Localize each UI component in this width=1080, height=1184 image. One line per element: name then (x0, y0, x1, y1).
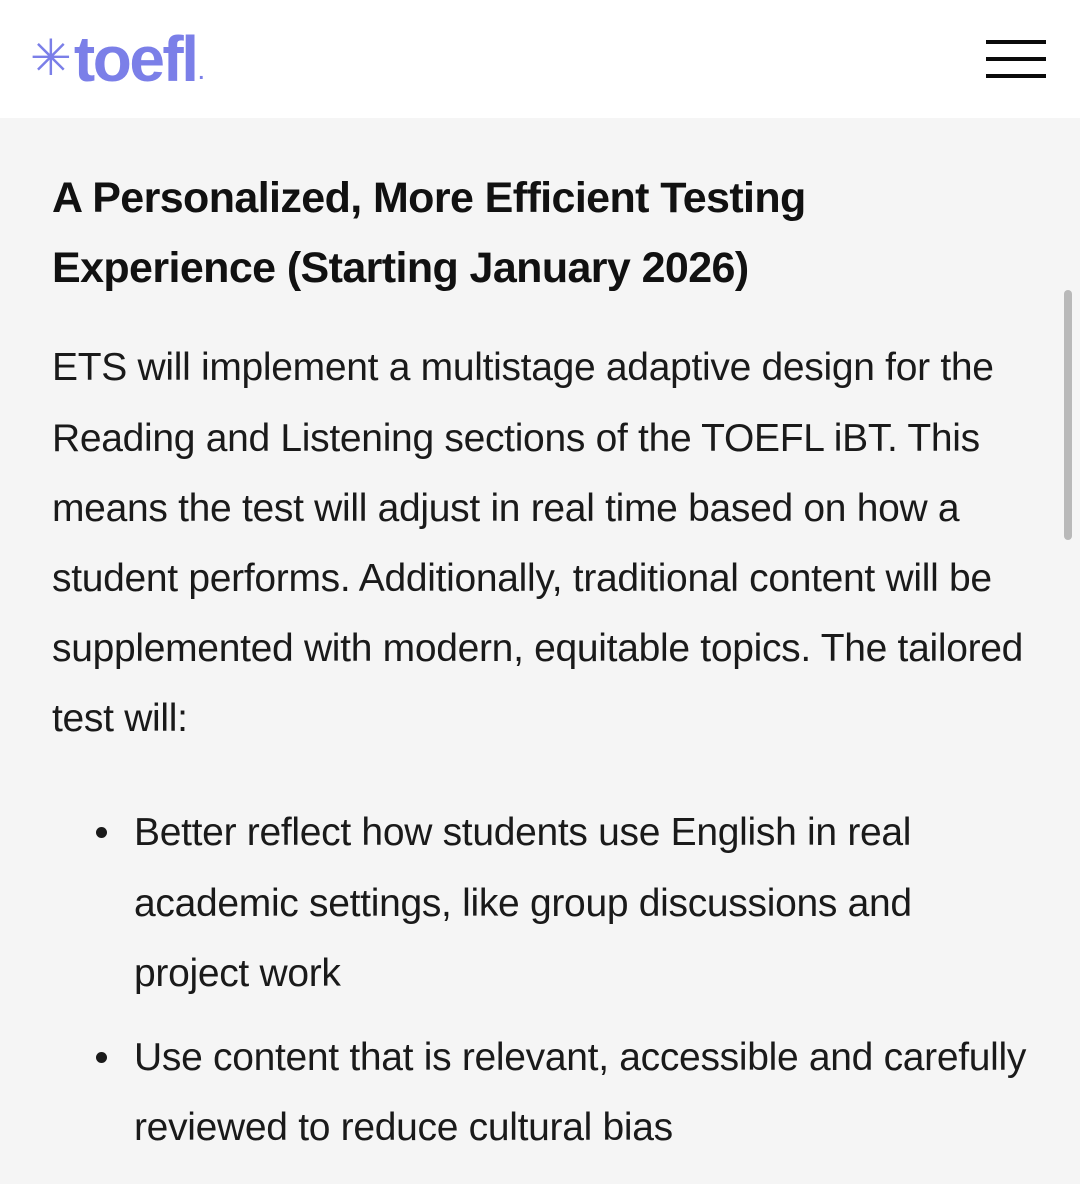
asterisk-icon: ✳ (30, 29, 72, 87)
article-paragraph: ETS will implement a multistage adaptive design for the Reading and Listening sections of the TOEFL iBT. This means the test will adjust in real time based on how a student performs. Additionally, traditional content will be supplemented with modern, equitable topics. The tailored test will: (52, 346, 1024, 741)
toefl-logo[interactable] (30, 23, 205, 95)
logo-wordmark: toefl (73, 23, 197, 95)
menu-bar-bottom (986, 74, 1046, 78)
scrollbar-track[interactable] (1066, 118, 1076, 1184)
list-item: Use content that is relevant, accessible and carefully reviewed to reduce cultural bias (52, 1023, 1028, 1163)
logo-trademark: . (198, 62, 205, 84)
menu-bar-top (986, 40, 1046, 44)
article-content (0, 118, 1080, 1184)
menu-bar-middle (986, 57, 1046, 61)
scrollbar-thumb[interactable] (1064, 290, 1072, 540)
article-bullet-list (52, 798, 1028, 1163)
site-header (0, 0, 1080, 118)
hamburger-menu-icon[interactable] (986, 36, 1046, 82)
page-title: A Personalized, More Efficient Testing Experience (Starting January 2026) (52, 174, 806, 292)
list-item: Better reflect how students use English in real academic settings, like group discussions and project work (52, 798, 1028, 1009)
